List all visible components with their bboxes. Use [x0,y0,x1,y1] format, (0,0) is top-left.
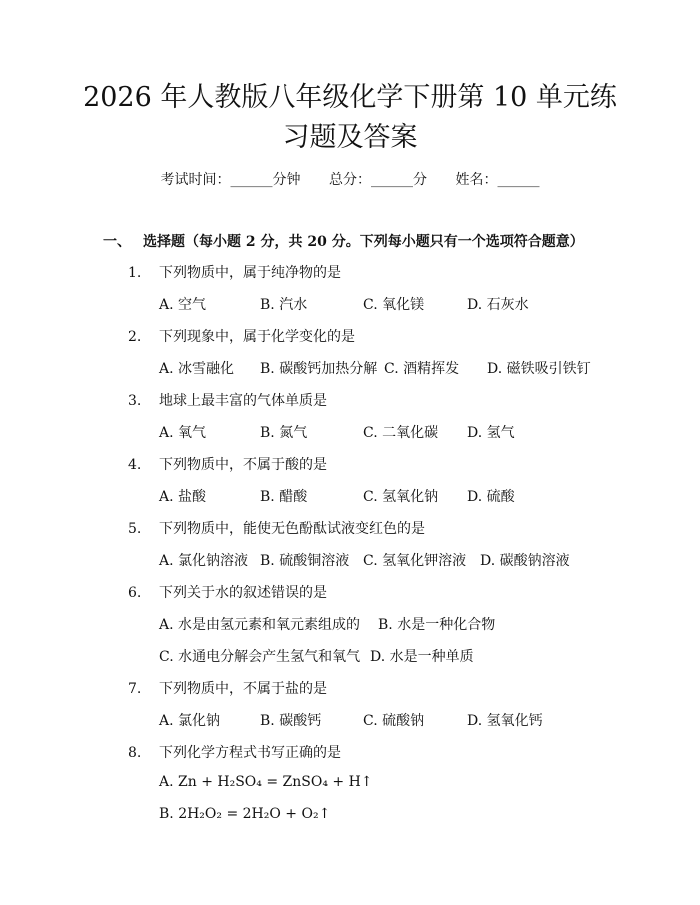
option-d: D. 磁铁吸引铁钉 [487,361,591,377]
question-number: 5. [128,521,142,537]
question-text: 下列物质中，能使无色酚酞试液变红色的是 [159,521,425,537]
option-row [159,710,543,730]
option-d: D. 石灰水 [467,297,529,313]
option-a: A. 水是由氢元素和氧元素组成的 [159,617,361,633]
question [128,582,327,602]
student-name: 姓名：______ [455,172,540,188]
exam-time: 考试时间：______分钟 [160,172,301,188]
question-number: 6. [128,585,142,601]
option-b: B. 2H₂O₂ = 2H₂O + O₂↑ [159,806,331,822]
question [128,678,327,698]
option-c: C. 二氧化碳 [363,425,439,441]
option-a: A. Zn + H₂SO₄ = ZnSO₄ + H↑ [159,774,373,790]
option-d: D. 碳酸钠溶液 [480,553,570,569]
option-row [159,550,570,570]
option-b: B. 碳酸钙加热分解 [260,361,378,377]
option-c: C. 氢氧化钠 [363,489,439,505]
option-row [159,358,591,378]
option-row [159,614,495,634]
option-b: B. 水是一种化合物 [378,617,496,633]
title-line-1: 2026 年人教版八年级化学下册第 10 单元练 [83,82,617,113]
question [128,390,327,410]
question-number: 7. [128,681,142,697]
question-number: 3. [128,393,142,409]
question [128,742,341,762]
document-title [80,78,620,158]
option-b: B. 氮气 [260,425,308,441]
option-d: D. 氢气 [467,425,515,441]
option-c: C. 水通电分解会产生氢气和氧气 [159,649,361,665]
option-c: C. 氢氧化钾溶液 [363,553,467,569]
option-a: A. 盐酸 [159,489,207,505]
option-row [159,294,529,314]
option-a: A. 氯化钠溶液 [159,553,249,569]
option-d: D. 水是一种单质 [370,649,474,665]
option-row [159,806,330,822]
option-a: A. 空气 [159,297,207,313]
option-a: A. 氧气 [159,425,207,441]
option-row [159,774,373,790]
option-row [159,486,515,506]
question-text: 下列物质中，不属于酸的是 [159,457,327,473]
option-c: C. 氧化镁 [363,297,425,313]
question-number: 8. [128,745,142,761]
title-line-2: 习题及答案 [282,122,418,153]
section-number: 一、 [103,234,131,250]
question-text: 下列化学方程式书写正确的是 [159,745,341,761]
question-text: 下列现象中，属于化学变化的是 [159,329,355,345]
option-b: B. 碳酸钙 [260,713,322,729]
option-a: A. 冰雪融化 [159,361,235,377]
option-a: A. 氯化钠 [159,713,221,729]
question-number: 1. [128,265,142,281]
option-b: B. 汽水 [260,297,308,313]
question-number: 2. [128,329,142,345]
option-d: D. 氢氧化钙 [467,713,543,729]
question [128,262,341,282]
question [128,454,327,474]
option-d: D. 硫酸 [467,489,515,505]
question-text: 下列物质中，属于纯净物的是 [159,265,341,281]
total-score: 总分：______分 [329,172,427,188]
option-row [159,422,515,442]
question [128,518,425,538]
exam-info [0,169,700,189]
question-text: 下列物质中，不属于盐的是 [159,681,327,697]
option-b: B. 醋酸 [260,489,308,505]
option-row [159,646,474,666]
question [128,326,355,346]
question-text: 下列关于水的叙述错误的是 [159,585,327,601]
question-text: 地球上最丰富的气体单质是 [159,393,327,409]
section-title: 选择题（每小题 2 分，共 20 分。下列每小题只有一个选项符合题意） [143,234,584,250]
option-c: C. 硫酸钠 [363,713,425,729]
section-heading [103,231,584,251]
option-b: B. 硫酸铜溶液 [260,553,350,569]
question-number: 4. [128,457,142,473]
option-c: C. 酒精挥发 [384,361,460,377]
